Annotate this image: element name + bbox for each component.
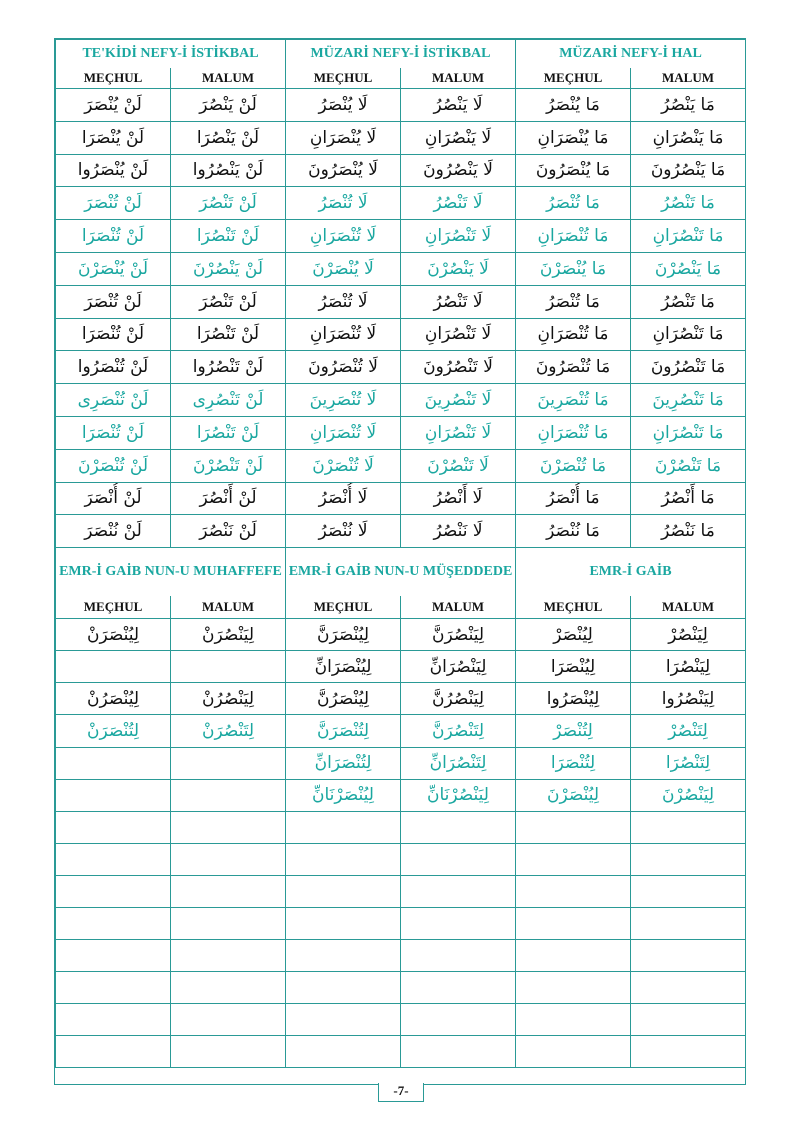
table-cell: مَا يَنْصُرَانِ [631,121,746,154]
table-cell [516,1004,631,1036]
table-cell: لَنْ يَنْصُرَا [171,121,286,154]
section2-title-2: EMR-İ GAİB NUN-U MÜŞEDDEDE [286,548,516,597]
table-cell: مَا يُنْصَرْنَ [516,252,631,285]
table-row [56,482,746,515]
table-cell [401,1004,516,1036]
table-row [56,940,746,972]
section1-malum-1: MALUM [171,68,286,89]
table-cell: مَا يَنْصُرْنَ [631,252,746,285]
table-row [56,1004,746,1036]
table-cell [171,1036,286,1068]
table-cell [56,940,171,972]
table-cell: لِتُنْصَرَانِّ [286,747,401,779]
table-row [56,619,746,651]
table-row [56,121,746,154]
table-cell: لَا تُنْصَرُونَ [286,351,401,384]
table-cell: لَا تَنْصُرَانِ [401,318,516,351]
section2-title-1: EMR-İ GAİB NUN-U MUHAFFEFE [56,548,286,597]
table-cell [516,843,631,875]
section2-title-row [56,548,746,597]
table-cell: مَا يُنْصَرَانِ [516,121,631,154]
section1-meçhul-1: MEÇHUL [56,68,171,89]
table-cell [516,972,631,1004]
table-cell: لَا تُنْصَرْنَ [286,449,401,482]
table-cell: لَا يَنْصُرَانِ [401,121,516,154]
table-cell [286,908,401,940]
table-cell: لَا تَنْصُرِينَ [401,384,516,417]
table-cell: مَا تُنْصَرِينَ [516,384,631,417]
table-cell: لَنْ نُنْصَرَ [56,515,171,548]
table-cell: لَا تَنْصُرُ [401,187,516,220]
table-cell: لَنْ تَنْصُرْنَ [171,449,286,482]
table-cell: لِتَنْصُرَنْ [171,715,286,747]
table-row [56,351,746,384]
table-row [56,285,746,318]
table-row [56,972,746,1004]
table-cell [516,875,631,907]
table-cell [171,908,286,940]
table-cell [286,1036,401,1068]
table-cell: لِتُنْصَرْ [516,715,631,747]
table-cell: لِتُنْصَرَنْ [56,715,171,747]
table-cell [286,875,401,907]
section1-meçhul-2: MEÇHUL [286,68,401,89]
table-cell [631,908,746,940]
table-cell: لَنْ تُنْصَرِى [56,384,171,417]
table-cell: لَا يُنْصَرَانِ [286,121,401,154]
table-cell: لِيَنْصُرْ [631,619,746,651]
table-cell [171,843,286,875]
table-cell [631,875,746,907]
table-cell [516,940,631,972]
section2-meçhul-2: MEÇHUL [286,596,401,619]
table-cell: لَنْ تَنْصُرِى [171,384,286,417]
table-row [56,811,746,843]
table-cell: لَا تُنْصَرَانِ [286,318,401,351]
table-cell [56,747,171,779]
table-cell: مَا تَنْصُرُونَ [631,351,746,384]
table-cell: لَا تَنْصُرَانِ [401,416,516,449]
table-cell: مَا تُنْصَرُونَ [516,351,631,384]
table-cell: لَا يَنْصُرُ [401,89,516,122]
section1-body [56,89,746,548]
table-cell: مَا يَنْصُرُونَ [631,154,746,187]
table-cell: لِتَنْصُرْ [631,715,746,747]
section2-title-3: EMR-İ GAİB [516,548,746,597]
table-cell: لَا تَنْصُرْنَ [401,449,516,482]
table-cell [401,940,516,972]
table-cell: لَنْ تَنْصُرَ [171,187,286,220]
table-cell: لَنْ تُنْصَرَا [56,416,171,449]
table-cell: لِيَنْصُرَا [631,651,746,683]
table-cell: لِيَنْصُرَنَّ [401,619,516,651]
table-cell: مَا تَنْصُرَانِ [631,318,746,351]
table-cell: لَنْ يُنْصَرُوا [56,154,171,187]
table-cell [171,811,286,843]
table-row [56,515,746,548]
table-cell [401,1036,516,1068]
table-cell [56,811,171,843]
table-cell [401,972,516,1004]
table-cell: مَا يُنْصَرُ [516,89,631,122]
table-cell [631,811,746,843]
table-cell [631,843,746,875]
table-cell: لَا تُنْصَرُ [286,187,401,220]
table-cell: لِيُنْصَرَانِّ [286,651,401,683]
table-cell [286,1004,401,1036]
table-cell [171,940,286,972]
table-cell: مَا نُنْصَرُ [516,515,631,548]
table-row [56,875,746,907]
table-cell: لِيُنْصَرُنْ [56,683,171,715]
table-cell [171,651,286,683]
table-cell: لَا تَنْصُرُونَ [401,351,516,384]
table-cell: لَا يُنْصَرْنَ [286,252,401,285]
table-cell: لِيَنْصُرُنَّ [401,683,516,715]
table-cell [401,843,516,875]
table-cell: لِيُنْصَرْ [516,619,631,651]
section2-malum-1: MALUM [171,596,286,619]
table-cell [516,908,631,940]
table-cell: لَنْ تَنْصُرَ [171,285,286,318]
section2-meçhul-3: MEÇHUL [516,596,631,619]
section1-title-2: MÜZARİ NEFY-İ İSTİKBAL [286,40,516,69]
table-row [56,747,746,779]
table-cell [286,811,401,843]
table-cell [56,651,171,683]
table-cell: لَنْ يُنْصَرَ [56,89,171,122]
table-cell: لِتَنْصُرَا [631,747,746,779]
table-row [56,384,746,417]
table-cell [401,875,516,907]
table-cell [56,1036,171,1068]
table-cell: مَا نَنْصُرُ [631,515,746,548]
table-cell: لَنْ تُنْصَرُوا [56,351,171,384]
table-cell: مَا تَنْصُرُ [631,187,746,220]
table-cell [171,779,286,811]
table-cell: لِتَنْصُرَنَّ [401,715,516,747]
table-row [56,908,746,940]
table-cell: لَنْ تَنْصُرَا [171,318,286,351]
section2-malum-2: MALUM [401,596,516,619]
table-cell: مَا تُنْصَرُ [516,285,631,318]
section1-title-3: MÜZARİ NEFY-İ HAL [516,40,746,69]
table-cell [56,875,171,907]
table-cell: لَا نَنْصُرُ [401,515,516,548]
table-cell [631,940,746,972]
conjugation-table [55,39,746,1068]
table-cell [516,811,631,843]
section1-title-row [56,40,746,69]
table-cell [286,843,401,875]
table-cell: مَا تُنْصَرُ [516,187,631,220]
table-cell: لَنْ أَنْصُرَ [171,482,286,515]
table-cell: لَنْ يَنْصُرْنَ [171,252,286,285]
table-cell: لِيَنْصُرُوا [631,683,746,715]
table-cell: لِيُنْصَرُنَّ [286,683,401,715]
table-cell: مَا تُنْصَرَانِ [516,416,631,449]
table-row [56,252,746,285]
table-cell: لَا يُنْصَرُ [286,89,401,122]
table-cell: لِيُنْصَرُوا [516,683,631,715]
table-cell: لِيُنْصَرَا [516,651,631,683]
table-cell: مَا يُنْصَرُونَ [516,154,631,187]
conjugation-table-frame [54,38,746,1085]
table-row [56,187,746,220]
table-cell: لَنْ تُنْصَرَا [56,220,171,253]
table-row [56,651,746,683]
table-cell: لِتَنْصُرَانِّ [401,747,516,779]
table-cell: لِتُنْصَرَنَّ [286,715,401,747]
table-row [56,1036,746,1068]
table-row [56,89,746,122]
table-cell [56,972,171,1004]
section1-title-1: TE'KİDİ NEFY-İ İSTİKBAL [56,40,286,69]
table-cell [171,875,286,907]
table-cell: مَا تَنْصُرِينَ [631,384,746,417]
table-cell [56,843,171,875]
section2-header [56,548,746,619]
table-cell: لَا يُنْصَرُونَ [286,154,401,187]
section1-malum-2: MALUM [401,68,516,89]
section1-subheader-row [56,68,746,89]
table-cell [286,972,401,1004]
table-cell [56,779,171,811]
section2-malum-3: MALUM [631,596,746,619]
table-cell: لَا يَنْصُرْنَ [401,252,516,285]
table-cell: لِيَنْصُرَانِّ [401,651,516,683]
table-cell [401,908,516,940]
table-cell [56,908,171,940]
table-row [56,318,746,351]
section1-meçhul-3: MEÇHUL [516,68,631,89]
table-cell [171,972,286,1004]
table-cell: لَنْ تَنْصُرَا [171,220,286,253]
table-cell: لِيَنْصُرْنَانِّ [401,779,516,811]
table-row [56,715,746,747]
table-cell: مَا تَنْصُرْنَ [631,449,746,482]
table-cell: مَا تَنْصُرَانِ [631,416,746,449]
table-cell: مَا يَنْصُرُ [631,89,746,122]
table-cell [56,1004,171,1036]
table-cell [631,1004,746,1036]
table-cell: لَا يَنْصُرُونَ [401,154,516,187]
table-cell [401,811,516,843]
table-row [56,449,746,482]
table-cell: لِيَنْصُرَنْ [171,619,286,651]
table-cell [516,1036,631,1068]
table-cell: لَا تُنْصَرَانِ [286,416,401,449]
table-cell: لَا تُنْصَرِينَ [286,384,401,417]
table-cell [631,1036,746,1068]
table-cell [171,747,286,779]
table-cell: لَنْ تُنْصَرَ [56,187,171,220]
table-cell: لِيَنْصُرُنْ [171,683,286,715]
table-cell: لَنْ نَنْصُرَ [171,515,286,548]
table-row [56,843,746,875]
table-row [56,220,746,253]
table-cell: لَا تَنْصُرُ [401,285,516,318]
table-cell: لِيُنْصَرْنَ [516,779,631,811]
table-cell: مَا أَنْصُرُ [631,482,746,515]
table-cell: مَا تُنْصَرْنَ [516,449,631,482]
table-cell: لَا أُنْصَرُ [286,482,401,515]
table-row [56,683,746,715]
table-cell: لَنْ أُنْصَرَ [56,482,171,515]
table-row [56,154,746,187]
table-cell: لَنْ تَنْصُرَا [171,416,286,449]
table-cell [286,940,401,972]
table-cell: لَنْ يُنْصَرَا [56,121,171,154]
table-cell: لِتُنْصَرَا [516,747,631,779]
table-cell: لِيَنْصُرْنَ [631,779,746,811]
table-cell: لِيُنْصَرَنْ [56,619,171,651]
table-cell: لَنْ يَنْصُرَ [171,89,286,122]
section2-meçhul-1: MEÇHUL [56,596,171,619]
table-cell: لَنْ تُنْصَرَ [56,285,171,318]
table-cell: لَنْ تُنْصَرَا [56,318,171,351]
table-cell: لَا تُنْصَرُ [286,285,401,318]
section2-body [56,619,746,1068]
table-cell: مَا تُنْصَرَانِ [516,220,631,253]
table-row [56,779,746,811]
table-cell: لَا تُنْصَرَانِ [286,220,401,253]
table-cell: لَا أَنْصُرُ [401,482,516,515]
table-cell: لَنْ تُنْصَرْنَ [56,449,171,482]
table-cell: مَا تَنْصُرُ [631,285,746,318]
section2-subheader-row [56,596,746,619]
table-cell: مَا تَنْصُرَانِ [631,220,746,253]
table-cell: مَا أُنْصَرُ [516,482,631,515]
table-row [56,416,746,449]
page-number: -7- [378,1083,424,1102]
table-cell: لِيُنْصَرْنَانِّ [286,779,401,811]
table-cell [631,972,746,1004]
table-cell: لَا تَنْصُرَانِ [401,220,516,253]
table-cell [171,1004,286,1036]
table-cell: لَا نُنْصَرُ [286,515,401,548]
table-cell: لِيُنْصَرَنَّ [286,619,401,651]
table-cell: لَنْ يَنْصُرُوا [171,154,286,187]
section1-malum-3: MALUM [631,68,746,89]
table-cell: مَا تُنْصَرَانِ [516,318,631,351]
table-cell: لَنْ تَنْصُرُوا [171,351,286,384]
table-cell: لَنْ يُنْصَرْنَ [56,252,171,285]
